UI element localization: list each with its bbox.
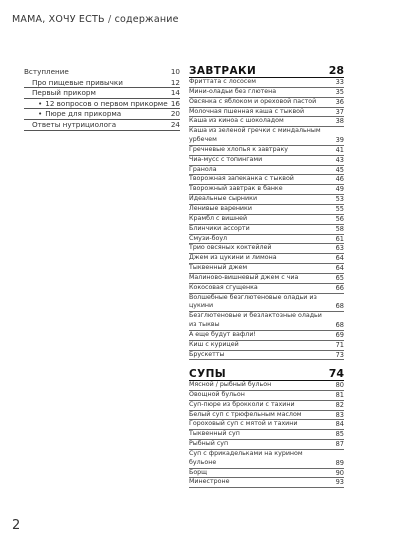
toc-item-label: Ответы нутрициолога <box>32 119 117 129</box>
recipe-title: Суп-пюре из брокколи с тахини <box>189 400 295 408</box>
recipe-entry[interactable] <box>189 185 344 195</box>
recipe-page: 39 <box>335 136 344 145</box>
recipe-title: Каша из киноа с шоколадом <box>189 117 284 125</box>
toc-item-label: Первый прикорм <box>32 88 96 98</box>
recipe-title: Овощной бульон <box>189 390 245 398</box>
recipe-title: Трио овсяных коктейлей <box>189 244 272 252</box>
recipe-page: 64 <box>335 264 344 273</box>
recipe-entry[interactable] <box>189 312 344 331</box>
recipe-page: 90 <box>335 468 344 477</box>
recipe-entry[interactable] <box>189 274 344 284</box>
toc-item-page: 16 <box>170 98 180 108</box>
recipe-page: 73 <box>335 350 344 359</box>
recipe-entry[interactable] <box>189 195 344 205</box>
recipe-title: Волшебные безглютеновые оладьи из цукини <box>189 293 317 310</box>
book-title: МАМА, ХОЧУ ЕСТЬ <box>12 14 105 25</box>
recipe-entry[interactable] <box>189 166 344 176</box>
recipe-page: 93 <box>335 478 344 487</box>
header-separator: / <box>107 14 112 25</box>
section-page: 28 <box>328 64 344 77</box>
recipe-page: 33 <box>335 78 344 86</box>
recipe-entry[interactable] <box>189 175 344 185</box>
toc-item-page: 20 <box>170 109 180 119</box>
toc-rule <box>24 130 180 131</box>
recipe-page: 45 <box>335 165 344 174</box>
recipe-title: Творожная запеканка с тыквой <box>189 175 294 183</box>
recipe-entry[interactable] <box>189 225 344 235</box>
recipe-page: 56 <box>335 214 344 223</box>
recipe-page: 82 <box>335 400 344 409</box>
recipe-page: 43 <box>335 155 344 164</box>
recipe-title: Блинчики ассорти <box>189 224 250 232</box>
recipe-entry[interactable] <box>189 78 344 88</box>
recipe-title: Мясной / рыбный бульон <box>189 381 272 388</box>
recipe-page: 63 <box>335 244 344 253</box>
running-header <box>12 14 179 25</box>
recipe-title: Смузи-боул <box>189 234 228 242</box>
recipe-page: 37 <box>335 107 344 116</box>
recipe-page: 87 <box>335 440 344 449</box>
recipe-title: А еще будут вафли! <box>189 330 256 338</box>
recipe-entry[interactable] <box>189 156 344 166</box>
recipe-title: Молочная пшенная каша с тыквой <box>189 107 305 115</box>
recipe-entry[interactable] <box>189 254 344 264</box>
recipe-page: 69 <box>335 330 344 339</box>
recipe-page: 49 <box>335 185 344 194</box>
recipe-title: Суп с фрикадельками на курином бульоне <box>189 449 303 466</box>
recipe-entry[interactable] <box>189 401 344 411</box>
section-heading[interactable] <box>189 64 344 78</box>
intro-toc-item[interactable] <box>24 109 180 120</box>
recipe-entry[interactable] <box>189 420 344 430</box>
recipe-page: 41 <box>335 145 344 154</box>
recipe-page: 68 <box>335 302 344 311</box>
recipe-title: Овсянка с яблоком и ореховой пастой <box>189 97 317 105</box>
recipe-title: Тыквенный суп <box>189 430 240 438</box>
recipe-title: Фриттата с лососем <box>189 78 256 85</box>
recipe-page: 68 <box>335 321 344 330</box>
recipe-page: 36 <box>335 97 344 106</box>
recipe-page: 71 <box>335 340 344 349</box>
intro-toc <box>24 67 180 131</box>
recipe-entry[interactable] <box>189 331 344 341</box>
recipe-page: 53 <box>335 195 344 204</box>
recipe-entry[interactable] <box>189 450 344 469</box>
toc-item-page: 14 <box>170 88 180 98</box>
recipe-page: 64 <box>335 254 344 263</box>
recipe-title: Творожный завтрак в банке <box>189 185 283 193</box>
page-number: 2 <box>12 518 21 533</box>
recipe-page: 46 <box>335 175 344 184</box>
recipe-entry[interactable] <box>189 411 344 421</box>
recipe-page: 61 <box>335 234 344 243</box>
recipe-entry[interactable] <box>189 341 344 351</box>
recipe-entry[interactable] <box>189 235 344 245</box>
recipe-entry[interactable] <box>189 88 344 98</box>
recipe-page: 65 <box>335 273 344 282</box>
intro-toc-item[interactable] <box>24 120 180 131</box>
recipe-title: Чиа-мусс с топингами <box>189 155 263 163</box>
header-subtitle: содержание <box>114 14 179 25</box>
section-heading[interactable] <box>189 367 344 381</box>
recipe-title: Борщ <box>189 468 208 476</box>
recipe-title: Тыквенный джем <box>189 264 248 272</box>
recipe-entry[interactable] <box>189 244 344 254</box>
recipe-entry[interactable] <box>189 264 344 274</box>
recipe-entry[interactable] <box>189 478 344 488</box>
recipe-title: Гранола <box>189 165 217 173</box>
recipe-title: Ленивые вареники <box>189 204 252 212</box>
recipe-page: 83 <box>335 410 344 419</box>
recipe-entry[interactable] <box>189 430 344 440</box>
recipe-page: 80 <box>335 381 344 389</box>
recipe-page: 85 <box>335 430 344 439</box>
intro-toc-item[interactable] <box>24 99 180 110</box>
section-page: 74 <box>328 367 344 380</box>
recipe-title: Идеальные сырники <box>189 195 258 203</box>
recipe-entry[interactable] <box>189 117 344 127</box>
recipe-entry[interactable] <box>189 127 344 146</box>
recipe-page: 35 <box>335 87 344 96</box>
recipe-title: Крамбл с вишней <box>189 214 248 222</box>
recipe-entry[interactable] <box>189 469 344 479</box>
recipe-title: Брускетты <box>189 350 225 358</box>
toc-item-label: • Пюре для прикорма <box>38 109 121 120</box>
recipe-title: Джем из цукини и лимона <box>189 254 277 262</box>
recipe-entry[interactable] <box>189 294 344 313</box>
recipe-page: 84 <box>335 420 344 429</box>
recipe-entry[interactable] <box>189 381 344 391</box>
recipe-entry[interactable] <box>189 351 344 361</box>
recipe-entry[interactable] <box>189 284 344 294</box>
recipe-title: Гречневые хлопья к завтраку <box>189 145 288 153</box>
toc-item-label: Вступление <box>24 67 69 76</box>
recipe-page: 89 <box>335 458 344 467</box>
toc-item-page: 12 <box>170 77 180 87</box>
recipe-title: Рыбный суп <box>189 440 229 448</box>
recipe-entry[interactable] <box>189 215 344 225</box>
recipe-title: Мини-оладьи без глютена <box>189 87 277 95</box>
recipe-entry[interactable] <box>189 146 344 156</box>
section-soups <box>189 367 344 488</box>
recipe-title: Каша из зеленой гречки с миндальным урбечем <box>189 127 321 144</box>
recipe-page: 66 <box>335 283 344 292</box>
toc-item-page: 10 <box>170 67 180 76</box>
recipe-entry[interactable] <box>189 440 344 450</box>
recipe-entry[interactable] <box>189 205 344 215</box>
recipe-entry[interactable] <box>189 391 344 401</box>
intro-toc-item[interactable] <box>24 78 180 89</box>
recipe-title: Гороховый суп с мятой и тахини <box>189 420 298 428</box>
recipe-title: Малиново-вишневый джем с чиа <box>189 273 299 281</box>
recipe-title: Киш с курицей <box>189 340 239 348</box>
intro-toc-item[interactable] <box>24 88 180 99</box>
recipe-title: Безглютеновые и безлактозные оладьи из тыквы <box>189 312 322 329</box>
recipe-page: 55 <box>335 204 344 213</box>
recipe-page: 58 <box>335 224 344 233</box>
recipe-page: 81 <box>335 390 344 399</box>
section-title: ЗАВТРАКИ <box>189 65 257 77</box>
intro-toc-item[interactable] <box>24 67 180 78</box>
recipe-entry[interactable] <box>189 108 344 118</box>
recipe-page: 38 <box>335 117 344 126</box>
toc-item-label: Про пищевые привычки <box>32 77 123 87</box>
recipe-title: Белый суп с трюфельным маслом <box>189 410 302 418</box>
section-title: СУПЫ <box>189 368 227 380</box>
section-breakfasts <box>189 64 344 360</box>
toc-item-label: • 12 вопросов о первом прикорме <box>38 99 168 110</box>
recipe-title: Минестроне <box>189 478 230 486</box>
toc-item-page: 24 <box>170 119 180 129</box>
recipe-title: Кокосовая сгущенка <box>189 283 258 291</box>
recipe-entry[interactable] <box>189 98 344 108</box>
